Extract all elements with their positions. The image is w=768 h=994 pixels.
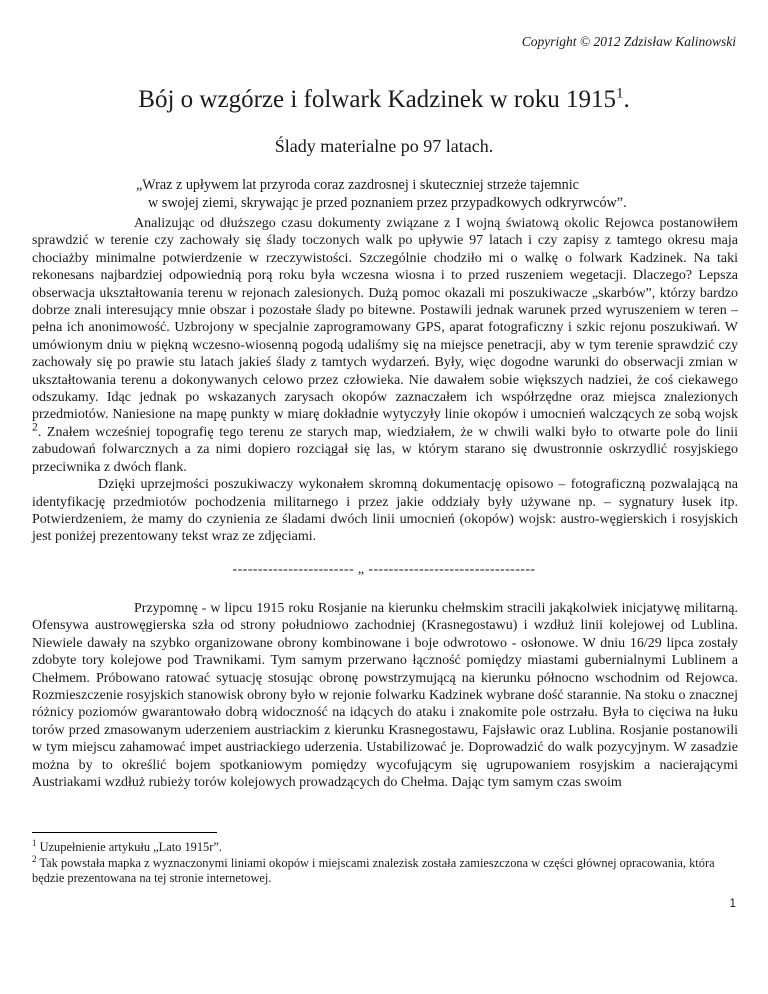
section-2-body [32, 600, 738, 791]
footnotes [32, 837, 738, 887]
footnote-2-text: Tak powstała mapka z wyznaczonymi liniami okopów i miejscami znalezisk została zamieszczona w części głównej opracowania, która będzie prezentowana na tej stronie internetowej. [32, 855, 715, 885]
footnote-2-number: 2 [32, 853, 37, 864]
section-1-body [32, 215, 738, 546]
quote-line-1: „Wraz z upływem lat przyroda coraz zazdrosnej i skuteczniej strzeże tajemnic [136, 177, 579, 193]
title-suffix: . [623, 86, 630, 113]
footnote-2-mark: 2 [32, 420, 38, 434]
footnote-1-text: Uzupełnienie artykułu „Lato 1915r”. [39, 840, 222, 854]
page-number: 1 [729, 896, 736, 910]
paragraph-2: Dzięki uprzejmości poszukiwaczy wykonałem skromną dokumentację opisowo – fotograficzną pozwalającą na identyfikację przedmiotów pochodzenia militarnego i przez jakie oddziały były używane np. – sygnatury łusek itp. Potwierdzeniem, że mamy do czynienia ze śladami dwóch linii umocnień (okopów) wojsk: austro-węgierskich i rosyjskich jest poniżej prezentowany tekst wraz ze zdjęciami. [32, 477, 738, 545]
paragraph-1 [32, 215, 738, 476]
paragraph-3: Przypomnę - w lipcu 1915 roku Rosjanie na kierunku chełmskim stracili jakąkolwiek inicjatywę militarną. Ofensywa austrowęgierska szła od strony południowo zachodniej (Krasnegostawu) i wzdłuż linii kolejowej od Lublina. Niewiele dawały na szybko organizowane obrony kombinowane i boje odwrotowo - osłonowe. W dniu 16/29 lipca zostały zdobyte tory kolejowe pod Trawnikami. Tym samym przerwano łączność pomiędzy miastami gubernialnymi Lublinem a Chełmem. Próbowano ratować sytuację stosując obronę powstrzymującą na kierunku północno wschodnim od Rejowca. Rozmieszczenie rosyjskich stanowisk obrony było w rejonie folwarku Kadzinek wybrane dość starannie. Na stoku o znacznej różnicy poziomów gwarantowało dobrą widoczność na idących do ataku i znakomite pole ostrzału. Była to cięciwa na łuku torów przed zmasowanym uderzeniem austriackim z kierunku Krasnegostawu, Fajsławic oraz Lublina. Rosjanie postanowili w tym miejscu zahamować impet austriackiego uderzenia. Ustabilizować je. Doprowadzić do walk pozycyjnym. W zasadzie można by to określić bojem spotkaniowym pomiędzy wycofującym się ugrupowaniem rosyjskim a nacierającymi Austriakami wzdłuż rubieży torów kolejowych prowadzących do Chełma. Dając tym samym czas swoim [32, 601, 738, 791]
title-text: Bój o wzgórze i folwark Kadzinek w roku 1915 [138, 86, 616, 113]
paragraph-1-text-b: . Znałem wcześniej topografię tego terenu ze starych map, wiedziałem, że w chwili walki było to otwarte pole do linii zabudowań folwarcznych a za nimi dopiero rozciągał się las, w którym starano się dwustronnie oskrzydlić rosyjskiego przeciwnika z dwóch flank. [32, 424, 738, 475]
page-subtitle: Ślady materialne po 97 latach. [274, 136, 494, 156]
epigraph-quote [136, 177, 746, 212]
footnote-1 [32, 837, 738, 856]
title-footnote-mark: 1 [615, 85, 624, 102]
paragraph-1-text-a: Analizując od dłuższego czasu dokumenty związane z I wojną światową okolic Rejowca postanowiłem sprawdzić w terenie czy zachowały się ślady toczonych walk po upływie 97 latach i czy zapisy z tamtego okresu maja chociażby minimalne potwierdzenie w rzeczywistości. Szczególnie chodziło mi o walkę o folwark Kadzinek. Na taki rekonesans najbardziej odpowiednią porą roku była wczesna wiosna i to przed ruszeniem wegetacji. Dlaczego? Lepsza obserwacja ukształtowania terenu w rejonach zalesionych. Dużą pomoc okazali mi poszukiwacze „skarbów”, którzy bardzo dobrze znali interesujący mnie obszar i pozostałe ślady po bitewne. Postawili jednak warunek przed wyruszeniem w teren – pełna ich anonimowość. Uzbrojony w specjalnie zaprogramowany GPS, aparat fotograficzny i szkic rejonu poszukiwań. W umówionym dniu w piękną wczesno-wiosenną pogodą udaliśmy się na miejsce penetracji, aby w tym terenie sprawdzić czy zachowały się po prawie stu latach jakieś ślady z tamtych wydarzeń. Były, więc dogodne warunki do obserwacji zmian w ukształtowania terenu a dokonywanych celowo przez człowieka. Nie dawałem sobie większych nadziei, że coś ciekawego odszukamy. Idąc jednak po wskazanych zarysach okopów zaznaczałem ich współrzędne oraz miejsca znalezionych przedmiotów. Naniesione na mapę punkty w miarę dokładnie wytyczyły linie okopów i umocnień walczących ze sobą wojsk [32, 216, 738, 423]
footnote-1-number: 1 [32, 837, 37, 848]
page-title [0, 86, 768, 114]
copyright-notice: Copyright © 2012 Zdzisław Kalinowski [521, 34, 736, 49]
footnote-2 [32, 853, 738, 887]
quote-line-2: w swojej ziemi, skrywając je przed poznaniem przez przypadkowych odkryrwców”. [148, 194, 627, 211]
section-separator: ------------------------ „ --------------------------------- [232, 562, 536, 577]
footnote-divider [32, 832, 217, 833]
